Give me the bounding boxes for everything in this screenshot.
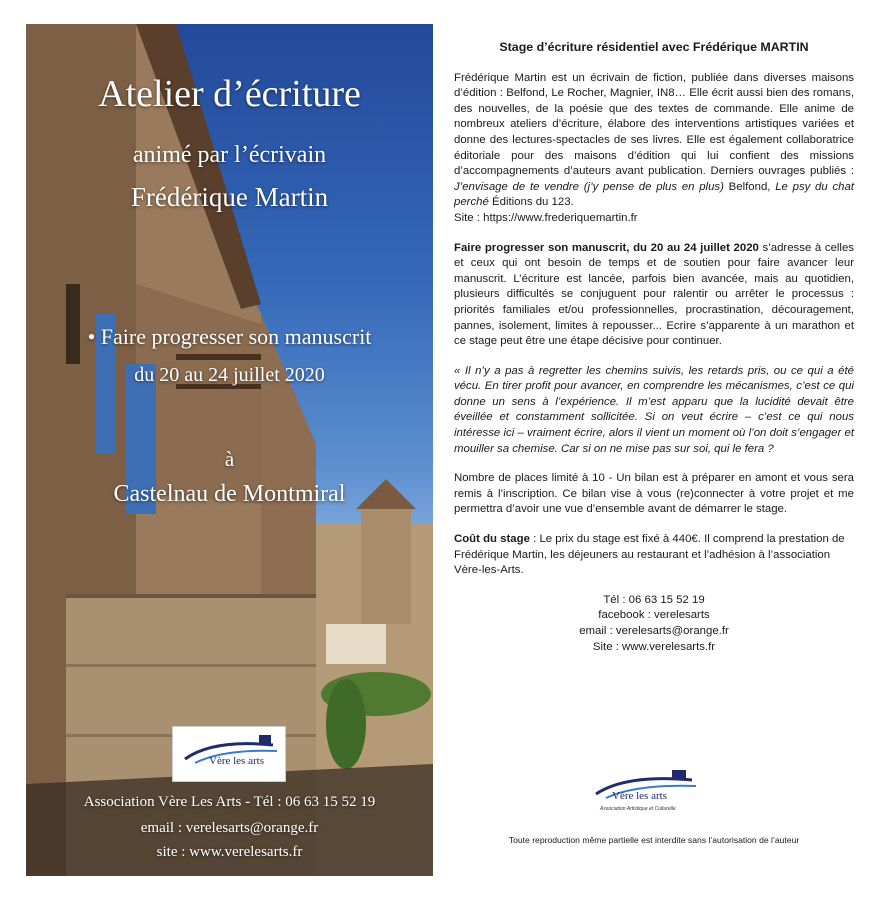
places-text: Nombre de places limité à 10 - Un bilan est à préparer en amont et vous sera remis à l’inscription. Ce bilan vise à vous (re)connecter à votre projet et me permettra d’avoir une vue d’ensemble avant de démarrer le stage.: [454, 472, 854, 516]
poster-logo-text: Vère les arts: [209, 755, 264, 767]
contact-email[interactable]: email : verelesarts@orange.fr: [579, 625, 729, 637]
poster-location: Castelnau de Montmiral: [113, 481, 346, 507]
poster-association: Association Vère Les Arts - Tél : 06 63 15 52 19: [83, 794, 376, 810]
poster-title: Atelier d’écriture: [98, 73, 361, 115]
cost-paragraph: [454, 532, 854, 579]
flyer-text: [454, 40, 854, 655]
quote-text: « Il n’y a pas à regretter les chemins suivis, les retards pris, ou ce qui a été vécu. En tirer profit pour avancer, en comprendre les mécanismes, c’est ce qui donne un sens à l’expérience. Il m’est apparu que la lucidité devait être éveillée et constamment sollicitée. Si on veut écrire – c’est ce qui nous intéresse ici – vraiment écrire, alors il vient un moment où l’on doit s’engager et mouiller sa chemise. Car si on ne mise pas sur soi, qui le fera ?: [454, 364, 854, 455]
poster: [26, 24, 433, 876]
poster-session: • Faire progresser son manuscrit: [87, 324, 372, 349]
contact-site[interactable]: Site : www.verelesarts.fr: [592, 640, 716, 653]
poster-logo: [172, 726, 286, 782]
session-title: Faire progresser son manuscrit, du 20 au 24 juillet 2020: [454, 241, 759, 254]
poster-subtitle-line2: Frédérique Martin: [130, 182, 329, 212]
poster-a: à: [224, 447, 235, 471]
association-logo-text: Vère les arts: [612, 790, 667, 802]
poster-site: site : www.verelesarts.fr: [156, 844, 303, 860]
book1-publisher: Belfond,: [728, 180, 771, 193]
places-paragraph: [454, 471, 854, 518]
association-logo-tagline: Association Artistique et Culturelle: [600, 806, 676, 812]
cost-text: : Le prix du stage est fixé à 440€. Il comprend la prestation de Frédérique Martin, les déjeuners au restaurant et l’adhésion à l’association Vère-les-Arts.: [454, 533, 845, 577]
session-paragraph: [454, 241, 854, 350]
book2-publisher: Éditions du 123.: [492, 196, 574, 209]
session-text: s’adresse à celles et ceux qui ont besoin de temps et de soutien pour faire avancer leur manuscrit. L’écriture est lancée, parfois bien avancée, mais au quotidien, plusieurs difficultés se conjuguent pour ralentir ou arrêter le processus : priorités familiales et/ou professionnelles, procrastination, découragement, pannes, isolement, limites à repousser... Ecrire s’apparente à un marathon et ce stage peut être une étape décisive pour continuer.: [454, 241, 854, 348]
cost-title: Coût du stage: [454, 533, 530, 546]
contact-block: [454, 593, 854, 655]
poster-dates: du 20 au 24 juillet 2020: [134, 364, 325, 386]
quote-paragraph: [454, 364, 854, 458]
copyright-footer: Toute reproduction même partielle est interdite sans l’autorisation de l’auteur: [508, 835, 800, 845]
book2-title: Le psy du chat perché: [454, 180, 854, 209]
bio-paragraph: [454, 71, 854, 227]
book1-title: J’envisage de te vendre (j’y pense de plus en plus): [454, 180, 724, 193]
poster-subtitle-line1: animé par l’écrivain: [132, 142, 327, 168]
bio-text: Frédérique Martin est un écrivain de fiction, publiée dans diverses maisons d’édition : Belfond, Le Rocher, Magnier, IN8… Elle écrit aussi bien des romans, des nouvelles, de la poésie que des textes de commande. Elle anime de nombreux ateliers d’écriture, élabore des interventions artistiques variées et donne des lectures-spectacles de ses livres. Elle est également collaboratrice éditoriale pour des maisons d’édition qui lui confient des missions d’accompagnements d’auteurs avant publication. Derniers ouvrages publiés :: [454, 71, 854, 178]
poster-email: email : verelesarts@orange.fr: [140, 820, 319, 836]
author-site-link[interactable]: Site : https://www.frederiquemartin.fr: [454, 211, 638, 224]
doc-heading: Stage d’écriture résidentiel avec Frédérique MARTIN: [499, 40, 809, 54]
contact-tel[interactable]: Tél : 06 63 15 52 19: [603, 593, 705, 606]
contact-facebook[interactable]: facebook : verelesarts: [598, 609, 710, 622]
logo-swoosh-icon: [173, 727, 285, 781]
